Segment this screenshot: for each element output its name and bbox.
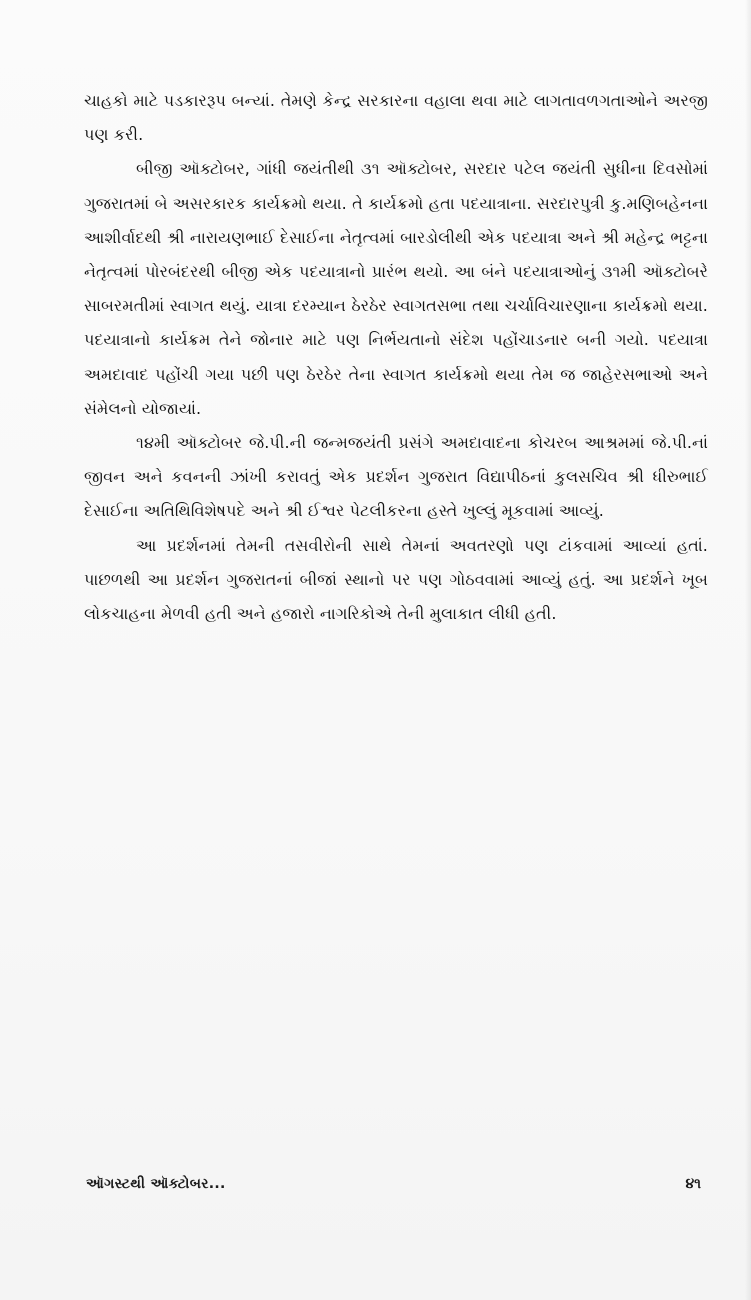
paragraph-1: ચાહકો માટે પડકારરૂપ બન્યાં. તેમણે કેન્દ્ર સરકારના વહાલા થવા માટે લાગતાવળગતાઓને અરજી પણ કરી. [84, 91, 708, 145]
running-footer-title: ઑગસ્ટથી ઑક્ટોબર... [86, 1176, 226, 1192]
paragraph-4: આ પ્રદર્શનમાં તેમની તસવીરોની સાથે તેમનાં અવતરણો પણ ટાંકવામાં આવ્યાં હતાં. પાછળથી આ પ્રદર્શન ગુજરાતનાં બીજાં સ્થાનો પર પણ ગોઠવવામાં આવ્યું હતું. આ પ્રદર્શને ખૂબ લોકચાહના મેળવી હતી અને હજારો નાગરિકોએ તેની મુલાકાત લીધી હતી. [84, 535, 708, 624]
page-edge-shadow [745, 0, 751, 1300]
page-number: ૪૧ [685, 1176, 701, 1192]
paragraph-3: ૧૪મી ઑક્ટોબર જે.પી.ની જન્મજયંતી પ્રસંગે અમદાવાદના કોચરબ આશ્રમમાં જે.પી.નાં જીવન અને કવનની ઝાંખી કરાવતું એક પ્રદર્શન ગુજરાત વિદ્યાપીઠનાં કુલસચિવ શ્રી ધીરુભાઈ દેસાઈના અતિથિવિશેષપદે અને શ્રી ઈશ્વર પેટલીકરના હસ્તે ખુલ્લું મૂકવામાં આવ્યું. [84, 433, 708, 521]
paragraph-2: બીજી ઑક્ટોબર, ગાંધી જયંતીથી ૩૧ ઑક્ટોબર, સરદાર પટેલ જયંતી સુધીના દિવસોમાં ગુજરાતમાં બે અસરકારક કાર્યક્રમો થયા. તે કાર્યક્રમો હતા પદયાત્રાના. સરદારપુત્રી કુ.મણિબહેનના આશીર્વાદથી શ્રી નારાયણભાઈ દેસાઈના નેતૃત્વમાં બારડોલીથી એક પદયાત્રા અને શ્રી મહેન્દ્ર ભટ્ટના નેતૃત્વમાં પોરબંદરથી બીજી એક પદયાત્રાનો પ્રારંભ થયો. આ બંને પદયાત્રાઓનું ૩૧મી ઑક્ટોબરે સાબરમતીમાં સ્વાગત થયું. યાત્રા દરમ્યાન ઠેરઠેર સ્વાગતસભા તથા ચર્ચાવિચારણાના કાર્યક્રમો થયા. પદયાત્રાનો કાર્યક્રમ તેને જોનાર માટે પણ નિર્ભયતાનો સંદેશ પહોંચાડનાર બની ગયો. પદયાત્રા અમદાવાદ પહોંચી ગયા પછી પણ ઠેરઠેર તેના સ્વાગત કાર્યક્રમો થયા તેમ જ જાહેરસભાઓ અને સંમેલનો યોજાયાં. [84, 159, 708, 418]
body-text [84, 84, 708, 631]
